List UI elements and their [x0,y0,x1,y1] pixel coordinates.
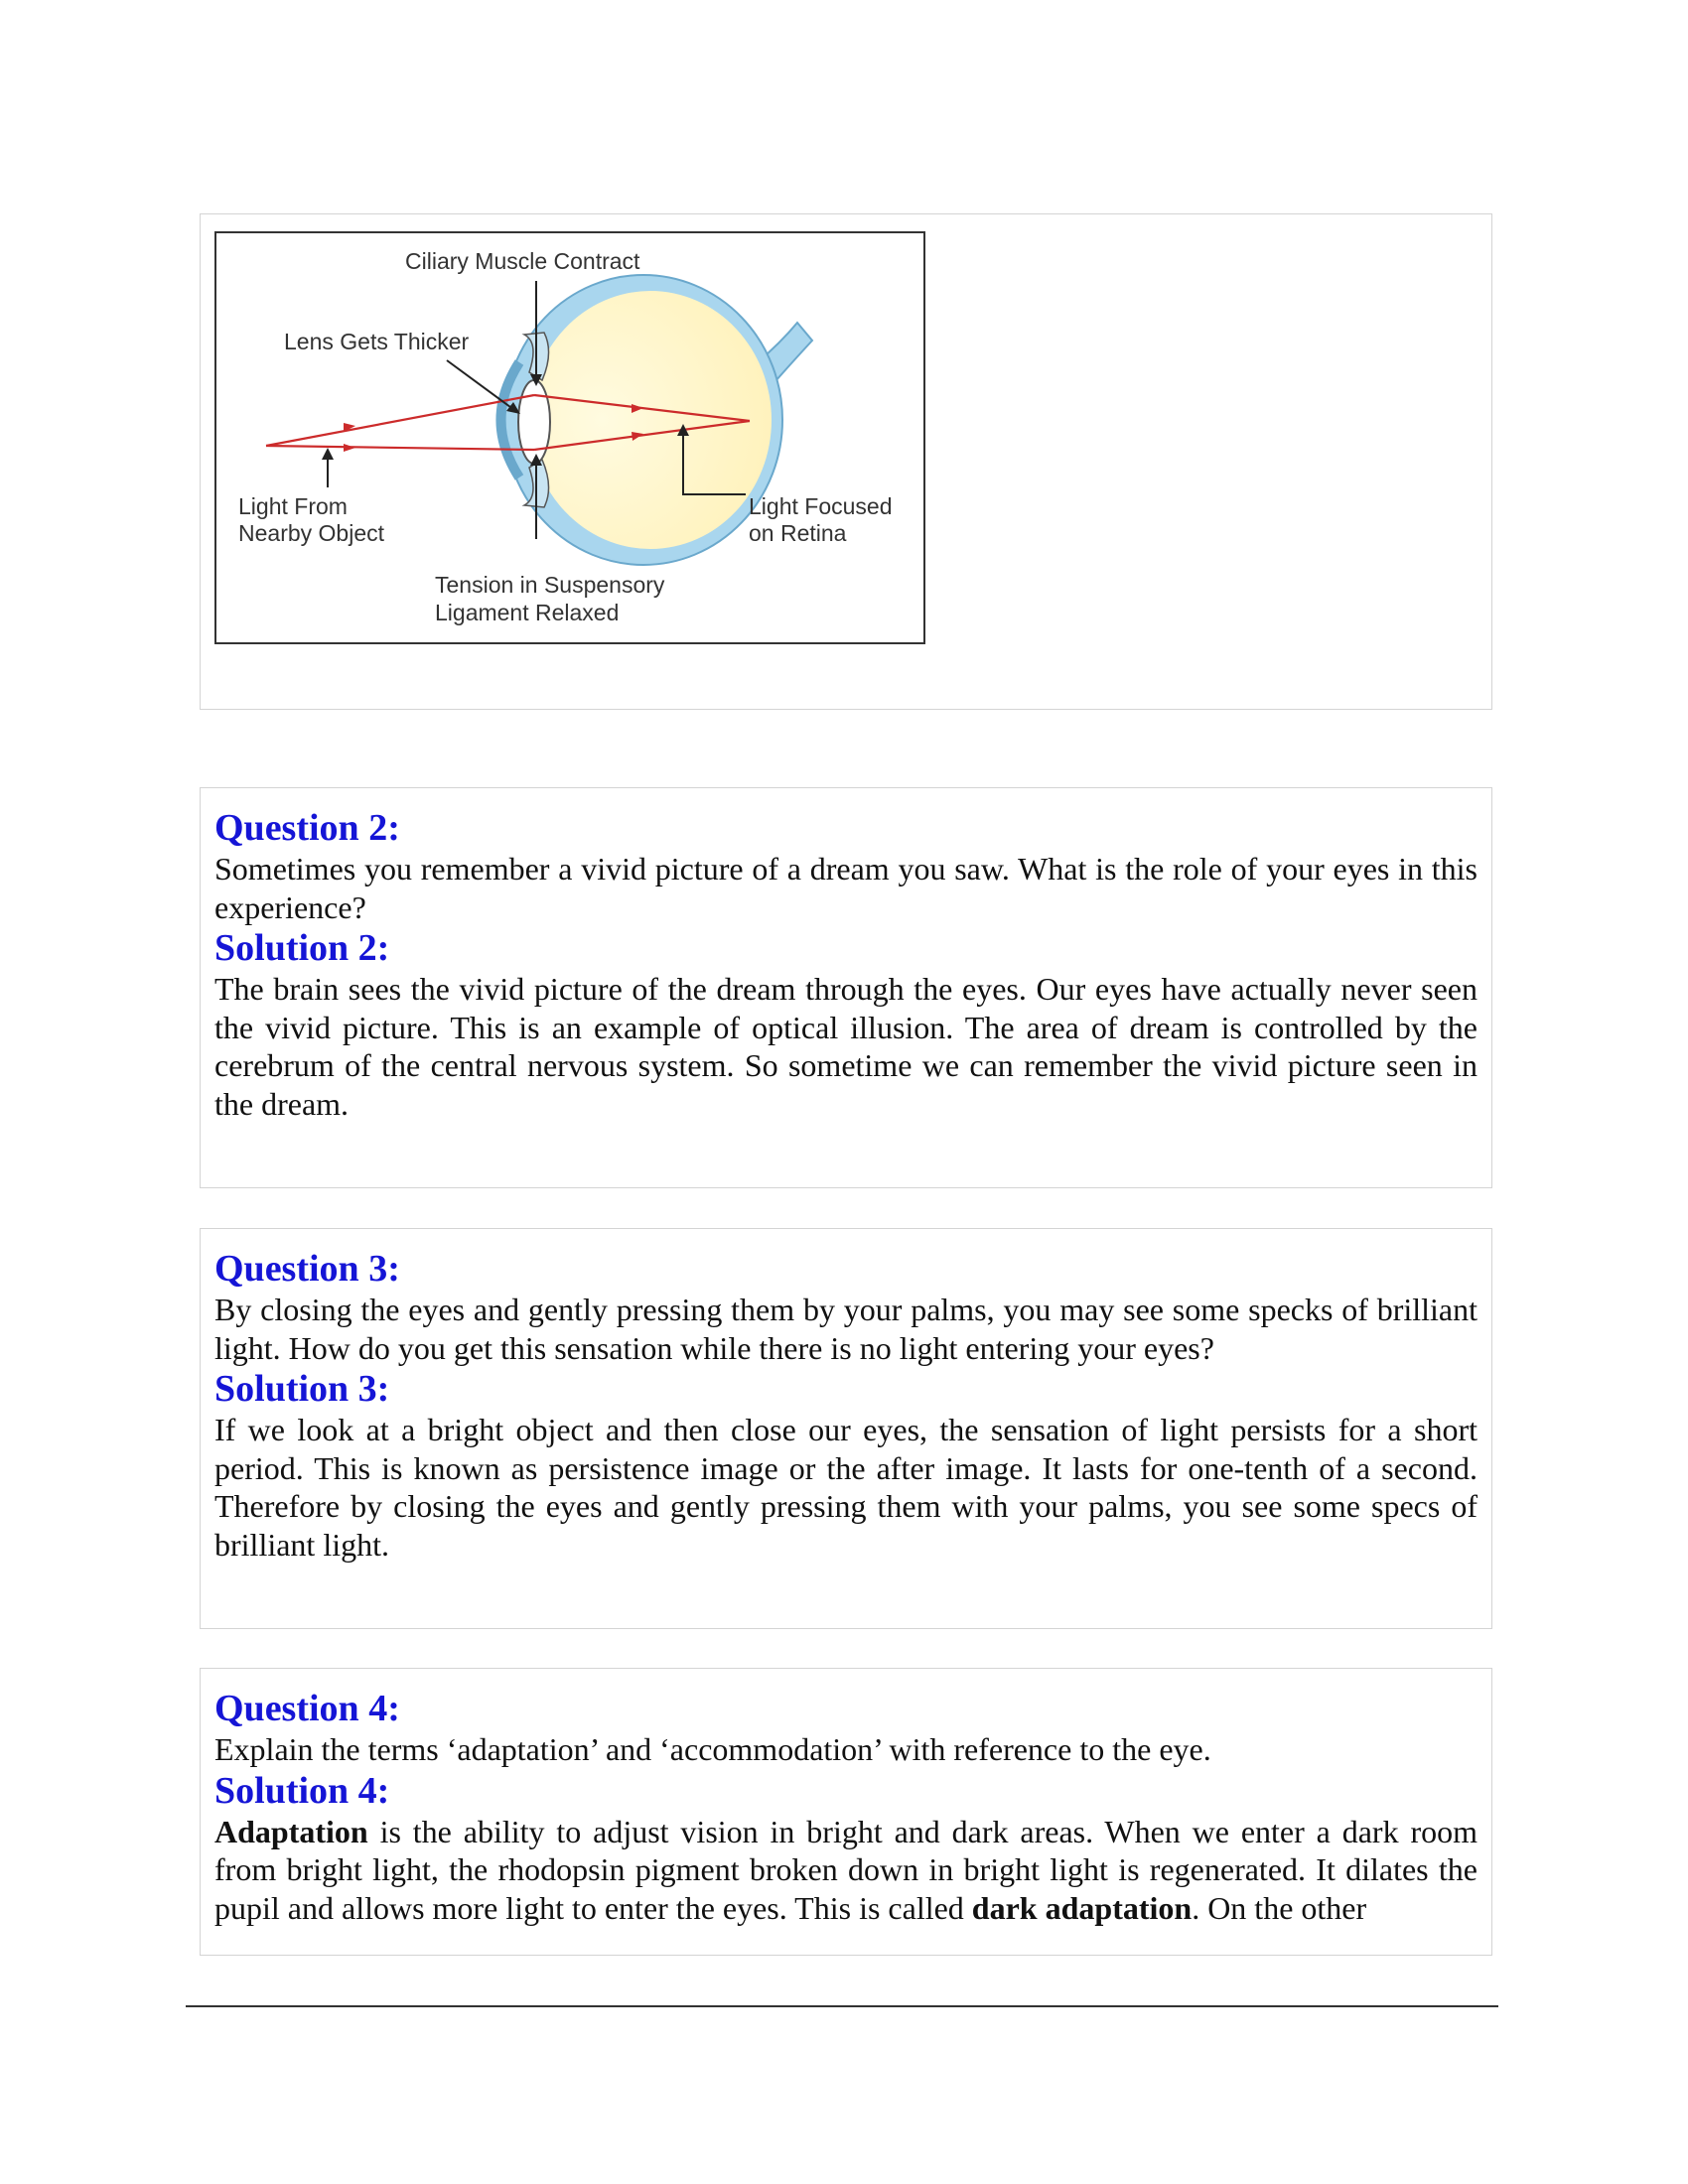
label-ligament-relaxed: Ligament Relaxed [435,600,620,625]
lens [518,380,550,464]
label-ciliary-muscle: Ciliary Muscle Contract [405,248,640,274]
term-dark-adaptation: dark adaptation [971,1889,1193,1926]
question-3-text: By closing the eyes and gently pressing them by your palms, you may see some specks of brilliant light. How do you get this sensation while there is no light entering your eyes? [214,1292,1477,1366]
solution-4-text-part-2: . On the other [1192,1889,1367,1926]
solution-3-text: If we look at a bright object and then close our eyes, the sensation of light persists for a short period. This is known as persistence image or the after image. It lasts for one-tenth of a second. Therefore by closing the eyes and gently pressing them with your palms, you see some specs of brilliant light. [214,1412,1477,1563]
label-tension: Tension in Suspensory [435,572,665,598]
term-adaptation: Adaptation [214,1813,368,1849]
question-2-box [200,787,1492,1188]
footer-rule [186,2005,1498,2007]
question-3-heading: Question 3: [214,1248,400,1290]
label-light-focused: Light Focused [749,493,893,519]
eye-accommodation-diagram [214,231,925,644]
question-2-heading: Question 2: [214,807,400,849]
question-4-heading: Question 4: [214,1688,400,1729]
solution-4-text-part-1: is the ability to adjust vision in bright and dark areas. When we enter a dark room from bright light, the rhodopsin pigment broken down in bright light is regenerated. It dilates the pupil and allows more light to enter the eyes. This is called [214,1813,1477,1926]
question-3-box [200,1228,1492,1629]
question-4-text: Explain the terms ‘adaptation’ and ‘accommodation’ with reference to the eye. [214,1731,1211,1767]
solution-4-heading: Solution 4: [214,1769,390,1812]
question-4-box [200,1668,1492,1956]
label-light-from: Light From [238,493,348,519]
label-lens-thicker: Lens Gets Thicker [284,329,470,354]
question-2-text: Sometimes you remember a vivid picture of a dream you saw. What is the role of your eyes in this experience? [214,851,1477,925]
solution-2-text: The brain sees the vivid picture of the dream through the eyes. Our eyes have actually never seen the vivid picture. This is an example of optical illusion. The area of dream is controlled by the cerebrum of the central nervous system. So sometime we can remember the vivid picture seen in the dream. [214,971,1477,1122]
solution-2-heading: Solution 2: [214,927,390,969]
label-nearby-object: Nearby Object [238,520,385,546]
label-on-retina: on Retina [749,520,847,546]
solution-3-heading: Solution 3: [214,1368,390,1410]
solution-4-text [214,1813,1477,1928]
figure-box [200,213,1492,710]
